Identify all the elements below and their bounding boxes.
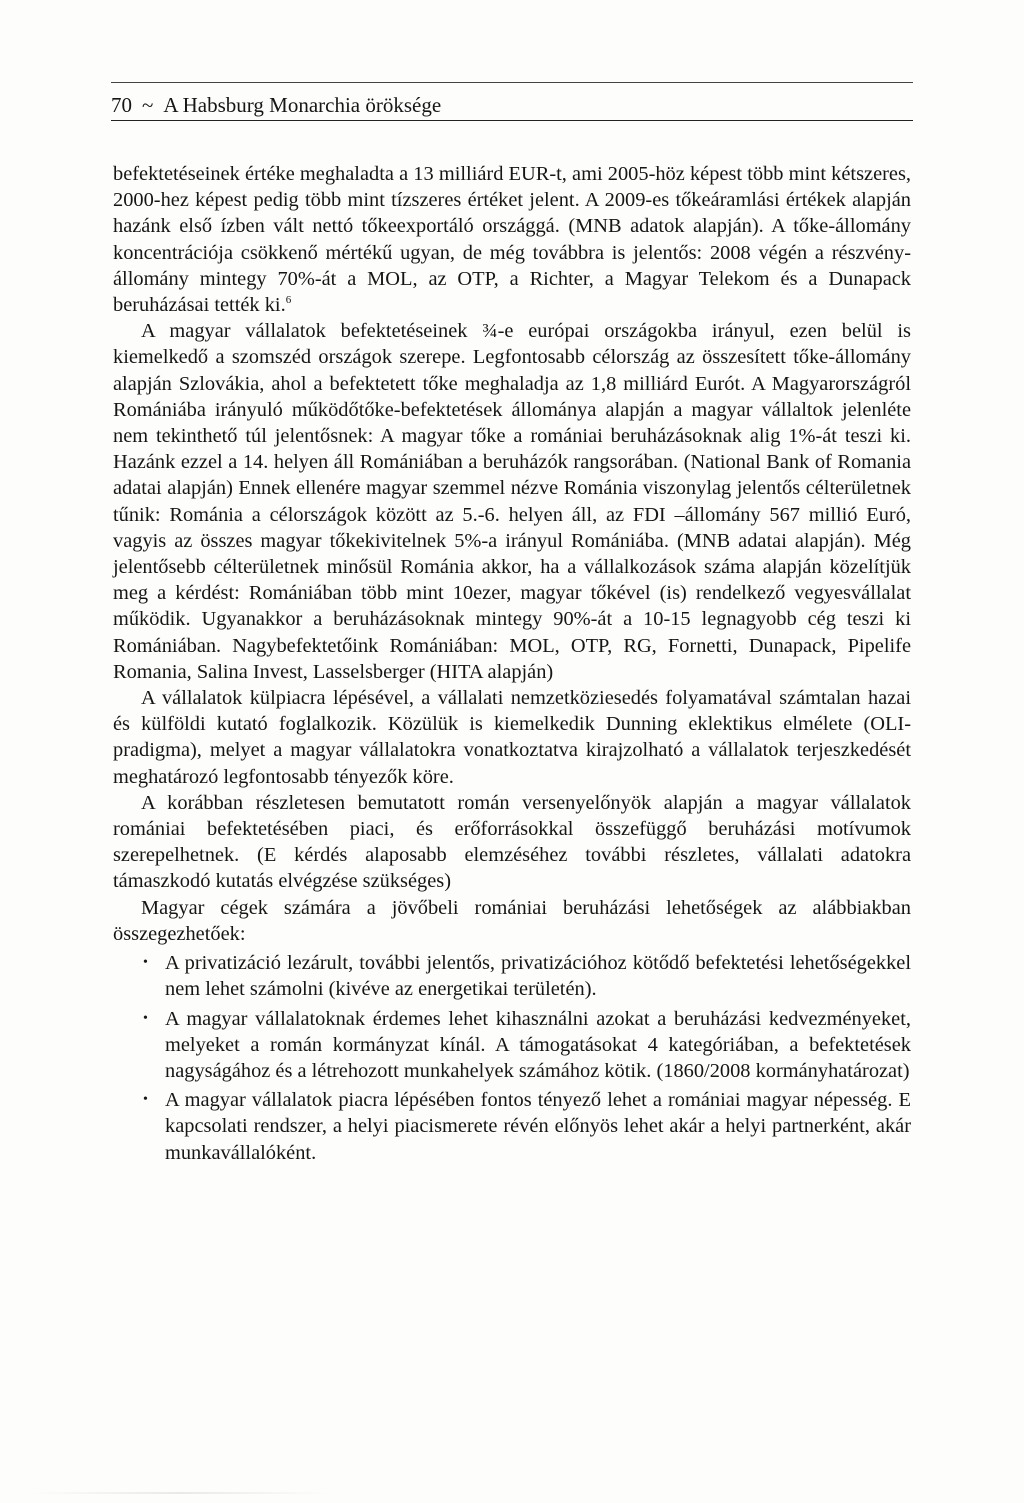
list-item bbox=[113, 1006, 911, 1085]
list-item-text: A privatizáció lezárult, további jelentős, privatizációhoz kötődő befektetési lehetőségekkel nem lehet számolni (kivéve az energetikai területén). bbox=[165, 952, 911, 1001]
header-separator: ~ bbox=[142, 93, 154, 117]
paragraph-5-text: Magyar cégek számára a jövőbeli romániai beruházási lehetőségek az alábbiakban összegezhetőek: bbox=[113, 896, 911, 945]
paragraph-2 bbox=[113, 318, 911, 685]
scan-artifact bbox=[30, 1492, 330, 1494]
paragraph-5 bbox=[113, 895, 911, 947]
running-header bbox=[111, 92, 913, 121]
page-number: 70 bbox=[111, 93, 132, 117]
paragraph-1-text: befektetéseinek értéke meghaladta a 13 milliárd EUR-t, ami 2005-höz képest több mint kétszeres, 2000-hez képest pedig több mint tízszeres értéket jelent. A 2009-es tőkeáramlási értékek alapján hazánk első ízben vált nettó tőkeexportáló országgá. (MNB adatok alapján). A tőke-állomány koncentrációja csökkenő mértékű ugyan, de még továbbra is jelentős: 2008 végén a részvény-állomány mintegy 70%-át a MOL, az OTP, a Richter, a Magyar Telekom és a Dunapack beruházásai tették ki. bbox=[113, 163, 911, 317]
running-title: A Habsburg Monarchia öröksége bbox=[163, 93, 442, 117]
paragraph-3 bbox=[113, 685, 911, 790]
list-item-text: A magyar vállalatoknak érdemes lehet kihasználni azokat a beruházási kedvezményeket, melyeket a román kormányzat kínál. A támogatásokat 4 kategóriában, a befektetések nagyságához és a létrehozott munkahelyek számához kötik. (1860/2008 kormányhatározat) bbox=[165, 1007, 911, 1082]
paragraph-4 bbox=[113, 790, 911, 895]
paragraph-2-text: A magyar vállalatok befektetéseinek ¾-e európai országokba irányul, ezen belül is kiemelkedő a szomszéd országok szerepe. Legfontosabb célország az összesített tőke-állomány alapján Szlovákia, ahol a befektetett tőke meghaladja az 1,8 milliárd Eurót. A Magyarországról Romániába irányuló működőtőke-befektetések állománya alapján a magyar vállaltok jelenléte nem tekinthető túl jelentősnek: A magyar tőke a romániai beruházásoknak alig 1%-át teszi ki. Hazánk ezzel a 14. helyen áll Romániában a beruházók rangsorában. (National Bank of Romania adatai alapján) Ennek ellenére magyar szemmel nézve Románia viszonylag jelentős célterületnek tűnik: Románia a célországok között az 5.-6. helyen áll, az FDI –állomány 567 millió Euró, vagyis az összes magyar tőkekivitelnek 5%-a irányul Romániába. (MNB adatai alapján). Még jelentősebb célterületnek minősül Románia akkor, ha a vállalkozások száma alapján közelítjük meg a kérdést: Romániában több mint 10ezer, magyar tőkével (is) rendelkező vegyesvállalat működik. Ugyanakkor a beruházásoknak mintegy 90%-át a 10-15 legnagyobb cég teszi ki Romániában. Nagybefektetőink Romániában: MOL, OTP, RG, Fornetti, Dunapack, Pipelife Romania, Salina Invest, Lasselsberger (HITA alapján) bbox=[113, 320, 911, 683]
list-item-text: A magyar vállalatok piacra lépésében fontos tényező lehet a romániai magyar népesség. E kapcsolati rendszer, a helyi piacismerete révén előnyös lehet akár a helyi partnerként, akár munkavállalóként. bbox=[165, 1089, 911, 1164]
main-text bbox=[113, 161, 911, 1166]
list-item bbox=[113, 1087, 911, 1166]
footnote-marker: 6 bbox=[285, 294, 292, 307]
bullet-icon: • bbox=[143, 955, 148, 971]
paragraph-4-text: A korábban részletesen bemutatott román versenyelőnyök alapján a magyar vállalatok romániai befektetésében piaci, és erőforrásokkal összefüggő beruházási motívumok szerepelhetnek. (E kérdés alaposabb elemzéséhez további részletes, vállalati adatokra támaszkodó kutatás elvégzése szükséges) bbox=[113, 791, 911, 893]
list-item bbox=[113, 950, 911, 1002]
paragraph-3-text: A vállalatok külpiacra lépésével, a vállalati nemzetköziesedés folyamatával számtalan hazai és külföldi kutató foglalkozik. Közülük is kiemelkedik Dunning eklektikus elmélete (OLI-pradigma), melyet a magyar vállalatokra vonatkoztatva kirajzolható a vállalatok terjeszkedését meghatározó legfontosabb tényezők köre. bbox=[113, 687, 911, 788]
top-rule bbox=[111, 82, 913, 83]
paragraph-1 bbox=[113, 161, 911, 318]
bullet-icon: • bbox=[143, 1092, 148, 1108]
bullet-list bbox=[113, 950, 911, 1166]
bullet-icon: • bbox=[143, 1010, 148, 1026]
